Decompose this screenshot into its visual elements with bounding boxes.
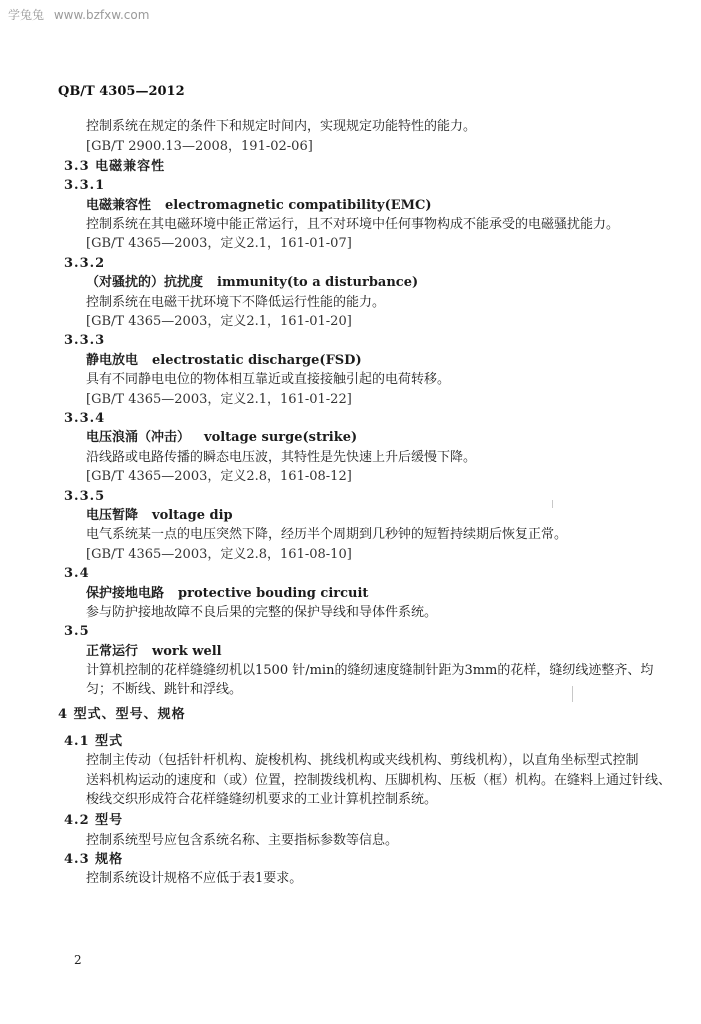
term-chinese: （对骚扰的）抗扰度: [86, 275, 204, 290]
watermark-site-name: 学兔兔: [8, 8, 45, 22]
term-entry: [86, 586, 368, 602]
section-heading: 4.3 规格: [64, 852, 124, 867]
body-text: 电气系统某一点的电压突然下降，经历半个周期到几秒钟的短暂持续期后恢复正常。: [86, 527, 568, 542]
body-text: 匀；不断线、跳针和浮线。: [86, 682, 243, 697]
term-entry: [86, 198, 432, 214]
section-heading: 4 型式、型号、规格: [58, 707, 186, 722]
section-heading: 3.4: [64, 566, 90, 581]
scan-artifact: [552, 500, 553, 508]
reference-citation: [GB/T 2900.13—2008，191-02-06]: [86, 139, 313, 154]
body-text: 参与防护接地故障不良后果的完整的保护导线和导体件系统。: [86, 605, 438, 620]
standard-code: QB/T 4305—2012: [58, 84, 185, 99]
body-text: 送料机构运动的速度和（或）位置，控制拨线机构、压脚机构、压板（框）机构。在缝料上通过针线、: [86, 773, 672, 788]
body-text: 控制主传动（包括针杆机构、旋梭机构、挑线机构或夹线机构、剪线机构），以直角坐标型式控制: [86, 753, 639, 768]
body-text: 控制系统型号应包含系统名称、主要指标参数等信息。: [86, 833, 399, 848]
reference-citation: [GB/T 4365—2003，定义2.1，161-01-07]: [86, 236, 352, 251]
body-text: 控制系统设计规格不应低于表1要求。: [86, 871, 303, 886]
term-entry: [86, 508, 233, 524]
term-chinese: 保护接地电路: [86, 586, 165, 601]
watermark: [8, 6, 155, 23]
term-chinese: 电磁兼容性: [86, 198, 152, 213]
reference-citation: [GB/T 4365—2003，定义2.8，161-08-12]: [86, 469, 352, 484]
section-heading: 3.3.5: [64, 489, 106, 504]
section-heading: 3.5: [64, 624, 90, 639]
body-text: 计算机控制的花样缝缝纫机以1500 针/min的缝纫速度缝制针距为3mm的花样，缝纫线迹整齐、均: [86, 663, 654, 678]
body-text: 控制系统在电磁干扰环境下不降低运行性能的能力。: [86, 295, 386, 310]
watermark-url: www.bzfxw.com: [53, 8, 150, 22]
term-entry: [86, 644, 222, 660]
body-text: 梭线交织形成符合花样缝缝纫机要求的工业计算机控制系统。: [86, 792, 438, 807]
section-heading: 3.3.4: [64, 411, 106, 426]
term-english: work well: [152, 644, 222, 659]
section-heading: 3.3.1: [64, 178, 106, 193]
section-heading: 3.3.3: [64, 333, 106, 348]
reference-citation: [GB/T 4365—2003，定义2.1，161-01-20]: [86, 314, 352, 329]
body-text: 控制系统在规定的条件下和规定时间内，实现规定功能特性的能力。: [86, 119, 477, 134]
page-number: 2: [74, 953, 82, 967]
section-heading: 3.3 电磁兼容性: [64, 159, 166, 174]
term-english: electromagnetic compatibility(EMC): [165, 198, 432, 213]
section-heading: 4.2 型号: [64, 813, 124, 828]
term-english: electrostatic discharge(FSD): [152, 353, 362, 368]
section-heading: 3.3.2: [64, 256, 106, 271]
term-english: immunity(to a disturbance): [217, 275, 419, 290]
scan-artifact: [572, 686, 573, 702]
reference-citation: [GB/T 4365—2003，定义2.8，161-08-10]: [86, 547, 352, 562]
term-english: voltage dip: [152, 508, 233, 523]
term-english: protective bouding circuit: [178, 586, 369, 601]
term-chinese: 电压暂降: [86, 508, 139, 523]
term-english: voltage surge(strike): [204, 430, 358, 445]
term-chinese: 电压浪涌（冲击）: [86, 430, 191, 445]
term-chinese: 正常运行: [86, 644, 139, 659]
term-entry: [86, 275, 418, 291]
term-entry: [86, 430, 357, 446]
body-text: 具有不同静电电位的物体相互靠近或直接接触引起的电荷转移。: [86, 372, 451, 387]
reference-citation: [GB/T 4365—2003，定义2.1，161-01-22]: [86, 392, 352, 407]
body-text: 控制系统在其电磁环境中能正常运行，且不对环境中任何事物构成不能承受的电磁骚扰能力。: [86, 217, 620, 232]
term-chinese: 静电放电: [86, 353, 139, 368]
section-heading: 4.1 型式: [64, 734, 124, 749]
body-text: 沿线路或电路传播的瞬态电压波，其特性是先快速上升后缓慢下降。: [86, 450, 477, 465]
term-entry: [86, 353, 362, 369]
